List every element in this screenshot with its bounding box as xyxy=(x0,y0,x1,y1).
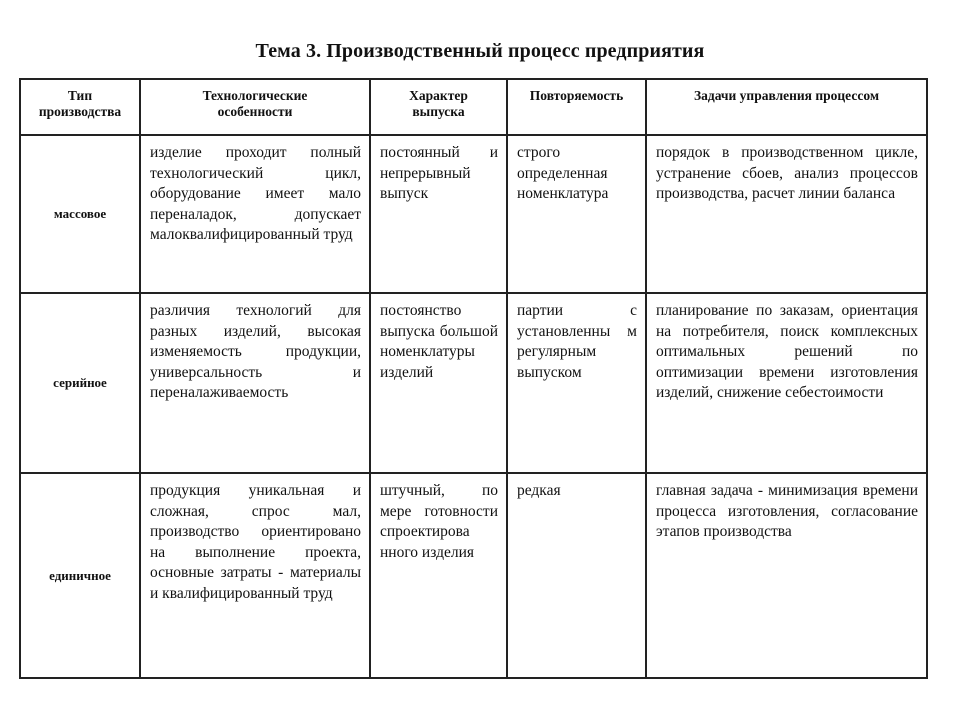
header-type: Тип производства xyxy=(20,79,140,135)
cell-tasks: порядок в производственном цикле, устранение сбоев, анализ процессов производства, расчет линии баланса xyxy=(646,135,927,293)
cell-repeat: строго определенная номенклатура xyxy=(507,135,646,293)
cell-tech: различия технологий для разных изделий, высокая изменяемость продукции, универсальность и переналаживаемость xyxy=(140,293,370,473)
cell-tech: продукция уникальная и сложная, спрос мал, производство ориентировано на выполнение проекта, основные затраты - материалы и квалифицированный труд xyxy=(140,473,370,678)
row-type-mass: массовое xyxy=(20,135,140,293)
header-tech-features: Технологические особенности xyxy=(140,79,370,135)
cell-tasks: планирование по заказам, ориентация на потребителя, поиск комплексных оптимальных решений по оптимизации времени изготовления изделий, снижение себестоимости xyxy=(646,293,927,473)
row-type-serial: серийное xyxy=(20,293,140,473)
cell-repeat: партии с установленны м регулярным выпуском xyxy=(507,293,646,473)
table-row xyxy=(20,473,927,678)
table-row xyxy=(20,293,927,473)
table-header-row xyxy=(20,79,927,135)
cell-output: постоянство выпуска большой номенклатуры изделий xyxy=(370,293,507,473)
cell-repeat: редкая xyxy=(507,473,646,678)
header-output-character: Характер выпуска xyxy=(370,79,507,135)
cell-tech: изделие проходит полный технологический цикл, оборудование имеет мало переналадок, допускает малоквалифицированный труд xyxy=(140,135,370,293)
row-type-single: единичное xyxy=(20,473,140,678)
production-types-table xyxy=(19,78,928,679)
table-row xyxy=(20,135,927,293)
cell-tasks: главная задача - минимизация времени процесса изготовления, согласование этапов производства xyxy=(646,473,927,678)
cell-output: постоянный и непрерывный выпуск xyxy=(370,135,507,293)
page-title: Тема 3. Производственный процесс предприятия xyxy=(255,40,705,62)
cell-output: штучный, по мере готовности спроектирова нного изделия xyxy=(370,473,507,678)
header-management-tasks: Задачи управления процессом xyxy=(646,79,927,135)
header-repeatability: Повторяемость xyxy=(507,79,646,135)
